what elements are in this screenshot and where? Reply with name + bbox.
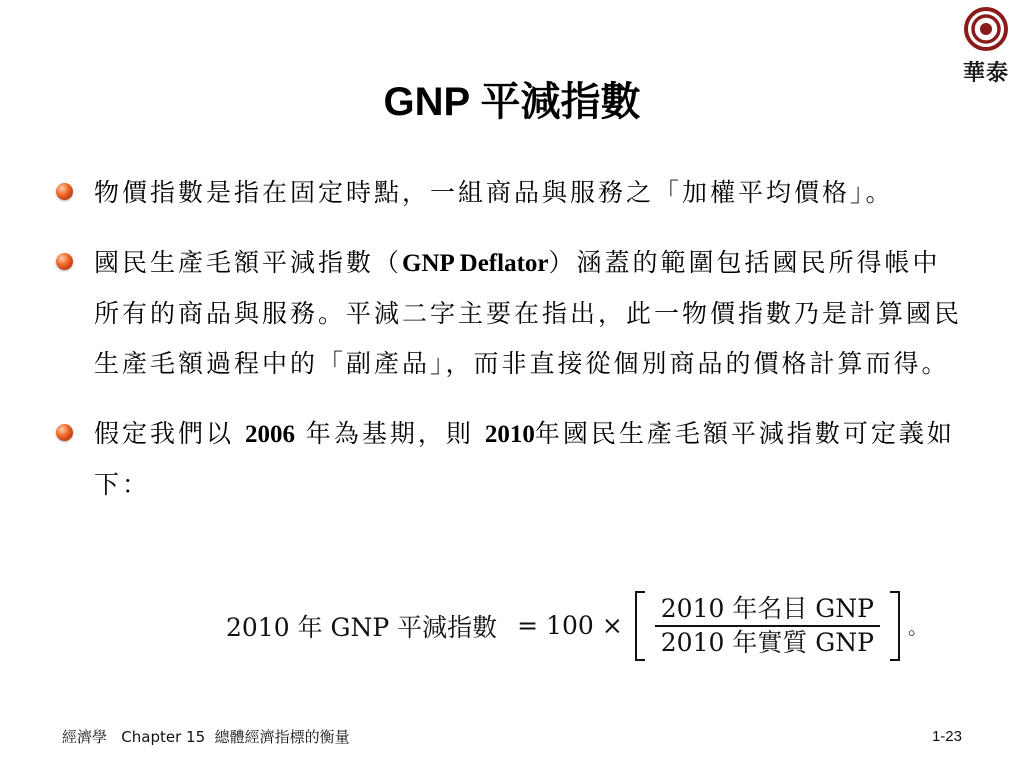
right-bracket (890, 591, 900, 661)
bullet-text-year-target: 2010 (484, 421, 535, 448)
bullet-item (56, 168, 966, 218)
formula-factor: 100 (546, 611, 594, 640)
bullet-icon (56, 253, 73, 270)
bullet-item (56, 238, 966, 389)
logo-text: 華泰 (962, 61, 1009, 86)
formula-equals: = (517, 611, 539, 640)
bullet-text-mid: 年為基期，則 (294, 419, 485, 448)
formula-end: 。 (907, 615, 928, 639)
bullet-text-pre: 假定我們以 (94, 419, 245, 448)
bullet-text-post: 年國民生產毛額平減指數可定義如下： (94, 419, 955, 499)
footer-course-title: 經濟學 Chapter 15 總體經濟指標的衡量 (62, 728, 350, 746)
formula-numerator: 2010 年名目 GNP (660, 593, 874, 623)
bullet-text-pre: 國民生產毛額平減指數（ (94, 248, 403, 277)
formula-lhs: 2010 年 GNP 平減指數 (226, 612, 498, 642)
bullet-text-post: ）涵蓋的範圍包括國民所得帳中所有的商品與服務。平減二字主要在指出，此一物價指數乃是計算國民生產毛額過程中的「副產品」，而非直接從個別商品的價格計算而得。 (94, 248, 963, 378)
formula-times: × (601, 611, 623, 640)
gnp-deflator-formula (226, 588, 928, 663)
bullet-text-latin: GNP Deflator (402, 250, 549, 277)
spiral-logo-icon (955, 6, 1017, 56)
formula-denominator: 2010 年實質 GNP (660, 627, 874, 657)
bullet-icon (56, 183, 73, 200)
bullet-text: 物價指數是指在固定時點，一組商品與服務之「加權平均價格」。 (94, 178, 894, 207)
bullet-list (56, 168, 966, 530)
left-bracket (635, 591, 645, 661)
slide-title: GNP 平減指數 (383, 80, 641, 124)
formula-fraction (655, 593, 880, 659)
bullet-text-year-base: 2006 (244, 421, 295, 448)
bullet-icon (56, 424, 73, 441)
bullet-item (56, 409, 966, 510)
footer-page-number: 1-23 (931, 728, 962, 745)
